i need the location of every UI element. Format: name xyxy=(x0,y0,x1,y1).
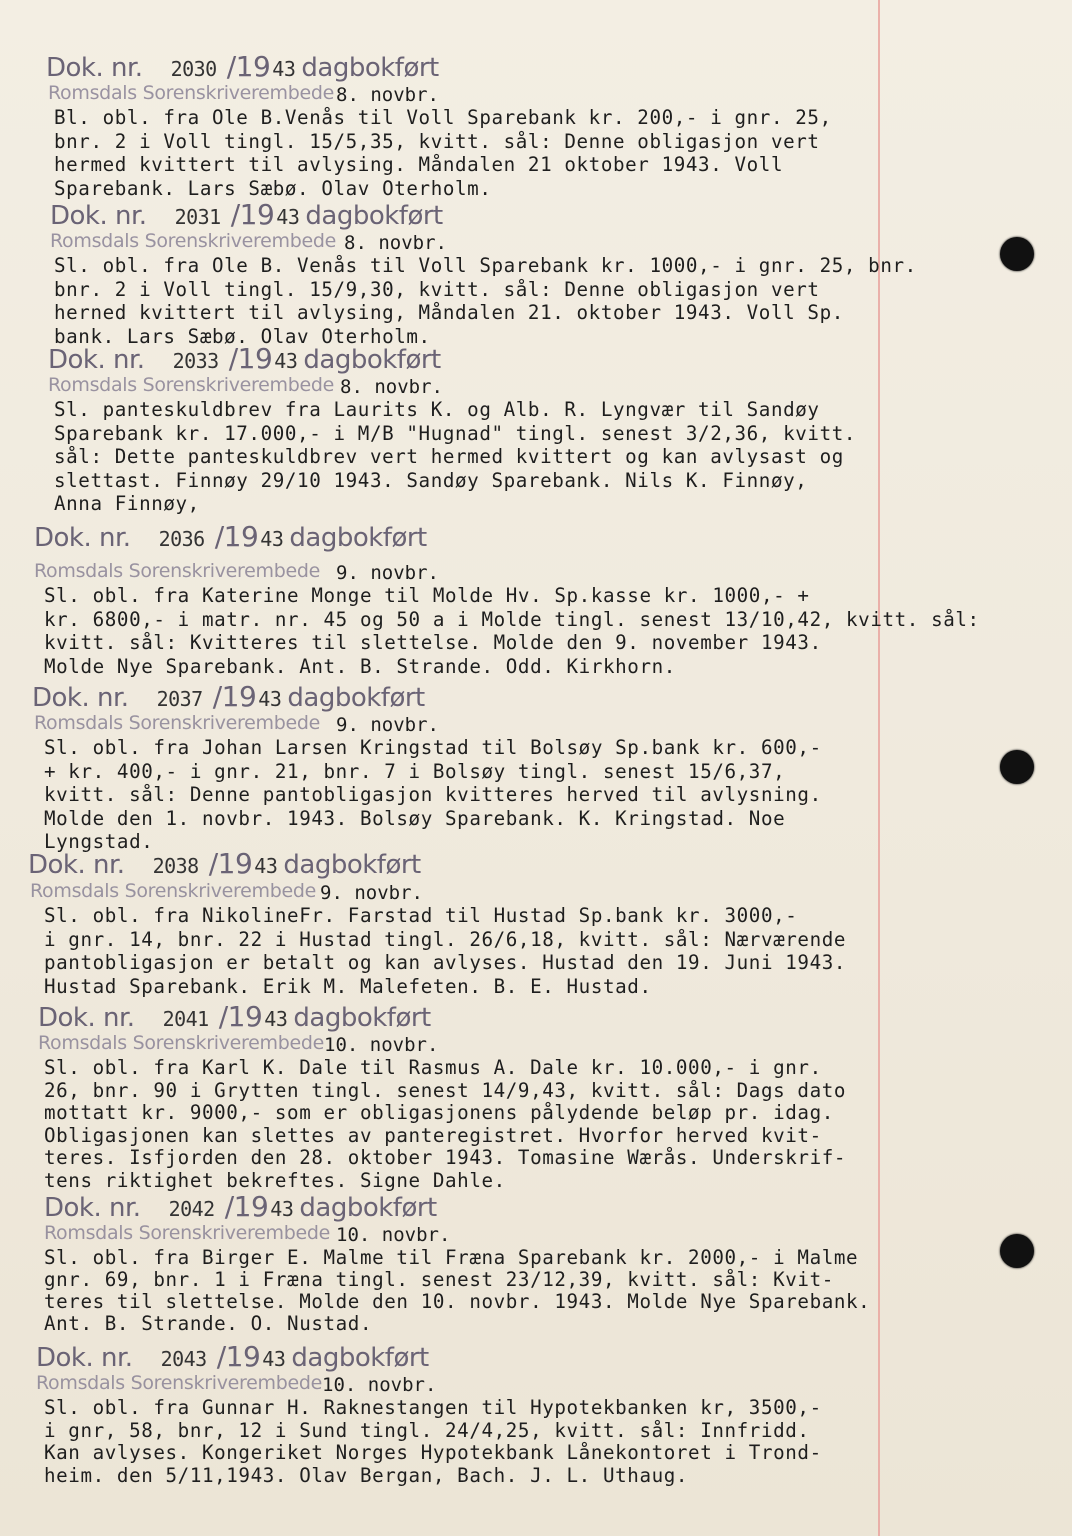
entry-text-line: hermed kvittert til avlysing. Måndalen 21 oktober 1943. Voll xyxy=(54,153,784,176)
doc-number: 2037 xyxy=(156,687,203,711)
entry-text-line: kvitt. sål: Denne pantobligasjon kvitteres herved til avlysning. xyxy=(44,783,822,806)
entry-text-line: herned kvittert til avlysing, Måndalen 21. oktober 1943. Voll Sp. xyxy=(54,301,844,324)
dok-nr-stamp xyxy=(50,198,443,231)
stamp-word: dagbokført xyxy=(289,523,427,553)
doc-year: 43 xyxy=(260,527,284,551)
stamp-label: Dok. nr. xyxy=(36,1343,133,1373)
entry-date: 10. novbr. xyxy=(324,1034,439,1056)
stamp-word: dagbokført xyxy=(301,53,439,83)
punch-hole xyxy=(1000,750,1034,784)
entry-text-line: teres til slettelse. Molde den 10. novbr. 1943. Molde Nye Sparebank. xyxy=(44,1290,871,1313)
doc-year: 43 xyxy=(270,1197,294,1221)
office-stamp: Romsdals Sorenskriverembede xyxy=(30,880,317,902)
entry-text-line: Anna Finnøy, xyxy=(54,492,200,515)
dok-nr-stamp xyxy=(48,342,441,375)
doc-number: 2043 xyxy=(160,1347,207,1371)
doc-year: 43 xyxy=(262,1347,286,1371)
dok-nr-stamp xyxy=(44,1190,437,1223)
entry-text-line: Sl. obl. fra Gunnar H. Raknestangen til Hypotekbanken kr, 3500,- xyxy=(44,1396,822,1419)
entry-text-line: Bl. obl. fra Ole B.Venås til Voll Sparebank kr. 200,- i gnr. 25, xyxy=(54,106,832,129)
office-stamp: Romsdals Sorenskriverembede xyxy=(36,1372,323,1394)
entry-text-line: mottatt kr. 9000,- som er obligasjonens pålydende beløp pr. idag. xyxy=(44,1101,834,1124)
entry-text-line: Sl. panteskuldbrev fra Laurits K. og Alb. R. Lyngvær til Sandøy xyxy=(54,398,820,421)
stamp-year-prefix: /19 xyxy=(214,520,259,553)
entry-text-line: Sl. obl. fra NikolineFr. Farstad til Hustad Sp.bank kr. 3000,- xyxy=(44,904,798,927)
doc-number: 2038 xyxy=(152,854,199,878)
entry-date: 10. novbr. xyxy=(322,1374,437,1396)
stamp-label: Dok. nr. xyxy=(48,345,145,375)
entry-text-line: Kan avlyses. Kongeriket Norges Hypotekbank Lånekontoret i Trond- xyxy=(44,1441,822,1464)
entry-text-line: kr. 6800,- i matr. nr. 45 og 50 a i Molde tingl. senest 13/10,42, kvitt. sål: xyxy=(44,607,980,631)
entry-text-line: i gnr. 14, bnr. 22 i Hustad tingl. 26/6,18, kvitt. sål: Nærværende xyxy=(44,927,847,951)
office-stamp: Romsdals Sorenskriverembede xyxy=(44,1222,331,1244)
stamp-label: Dok. nr. xyxy=(44,1193,141,1223)
doc-number: 2042 xyxy=(168,1197,215,1221)
dok-nr-stamp xyxy=(28,847,421,880)
entry-text-line: pantobligasjon er betalt og kan avlyses. Hustad den 19. Juni 1943. xyxy=(44,951,847,974)
stamp-year-prefix: /19 xyxy=(218,1000,263,1033)
doc-number: 2030 xyxy=(170,57,217,81)
dok-nr-stamp xyxy=(34,520,427,553)
entry-text-line: Obligasjonen kan slettes av panteregistret. Hvorfor herved kvit- xyxy=(44,1123,822,1147)
stamp-label: Dok. nr. xyxy=(32,683,129,713)
entry-text-line: + kr. 400,- i gnr. 21, bnr. 7 i Bolsøy tingl. senest 15/6,37, xyxy=(44,759,786,783)
dok-nr-stamp xyxy=(38,1000,431,1033)
entry-text-line: Sl. obl. fra Ole B. Venås til Voll Sparebank kr. 1000,- i gnr. 25, bnr. xyxy=(54,254,917,277)
entry-text-line: tens riktighet bekreftes. Signe Dahle. xyxy=(44,1168,506,1192)
entry-date: 9. novbr. xyxy=(320,882,423,904)
doc-number: 2031 xyxy=(174,205,221,229)
stamp-label: Dok. nr. xyxy=(50,201,147,231)
doc-year: 43 xyxy=(274,349,298,373)
entry-text-line: Molde den 1. novbr. 1943. Bolsøy Sparebank. K. Kringstad. Noe xyxy=(44,806,786,830)
entry-date: 10. novbr. xyxy=(336,1224,451,1246)
entry-text-line: Sl. obl. fra Johan Larsen Kringstad til Bolsøy Sp.bank kr. 600,- xyxy=(44,736,822,759)
stamp-word: dagbokført xyxy=(303,345,441,375)
stamp-word: dagbokført xyxy=(283,850,421,880)
entry-date: 8. novbr. xyxy=(344,232,447,254)
entry-text-line: Sparebank kr. 17.000,- i M/B "Hugnad" tingl. senest 3/2,36, kvitt. xyxy=(54,421,857,445)
margin-rule xyxy=(878,0,880,1536)
dok-nr-stamp xyxy=(36,1340,429,1373)
entry-text-line: kvitt. sål: Kvitteres til slettelse. Molde den 9. november 1943. xyxy=(44,631,822,654)
stamp-year-prefix: /19 xyxy=(212,680,257,713)
stamp-year-prefix: /19 xyxy=(226,50,271,83)
doc-year: 43 xyxy=(272,57,296,81)
stamp-word: dagbokført xyxy=(291,1343,429,1373)
stamp-word: dagbokført xyxy=(305,201,443,231)
stamp-year-prefix: /19 xyxy=(228,342,273,375)
stamp-label: Dok. nr. xyxy=(28,850,125,880)
office-stamp: Romsdals Sorenskriverembede xyxy=(48,374,335,396)
doc-year: 43 xyxy=(258,687,282,711)
entry-date: 9. novbr. xyxy=(336,714,439,736)
doc-number: 2033 xyxy=(172,349,219,373)
entry-text-line: bank. Lars Sæbø. Olav Oterholm. xyxy=(54,324,431,348)
entry-date: 8. novbr. xyxy=(336,84,439,106)
doc-year: 43 xyxy=(276,205,300,229)
doc-year: 43 xyxy=(264,1007,288,1031)
doc-number: 2041 xyxy=(162,1007,209,1031)
stamp-year-prefix: /19 xyxy=(230,198,275,231)
stamp-year-prefix: /19 xyxy=(224,1190,269,1223)
entry-text-line: heim. den 5/11,1943. Olav Bergan, Bach. J. L. Uthaug. xyxy=(44,1463,689,1487)
entry-text-line: slettast. Finnøy 29/10 1943. Sandøy Sparebank. Nils K. Finnøy, xyxy=(54,468,808,492)
doc-year: 43 xyxy=(254,854,278,878)
stamp-label: Dok. nr. xyxy=(34,523,131,553)
entry-text-line: Hustad Sparebank. Erik M. Malefeten. B. E. Hustad. xyxy=(44,974,652,998)
stamp-label: Dok. nr. xyxy=(38,1003,135,1033)
stamp-year-prefix: /19 xyxy=(208,847,253,880)
entry-text-line: sål: Dette panteskuldbrev vert hermed kvittert og kan avlysast og xyxy=(54,445,844,468)
entry-text-line: Sl. obl. fra Katerine Monge til Molde Hv. Sp.kasse kr. 1000,- + xyxy=(44,584,810,607)
entry-text-line: i gnr, 58, bnr, 12 i Sund tingl. 24/4,25, kvitt. sål: Innfridd. xyxy=(44,1418,810,1442)
office-stamp: Romsdals Sorenskriverembede xyxy=(34,560,321,582)
stamp-word: dagbokført xyxy=(293,1003,431,1033)
stamp-word: dagbokført xyxy=(299,1193,437,1223)
entry-text-line: Lyngstad. xyxy=(44,830,154,853)
entry-text-line: Ant. B. Strande. O. Nustad. xyxy=(44,1312,373,1335)
entry-text-line: Sl. obl. fra Birger E. Malme til Fræna Sparebank kr. 2000,- i Malme xyxy=(44,1246,859,1269)
stamp-word: dagbokført xyxy=(287,683,425,713)
entry-text-line: 26, bnr. 90 i Grytten tingl. senest 14/9,43, kvitt. sål: Dags dato xyxy=(44,1078,847,1102)
entry-date: 8. novbr. xyxy=(340,376,443,398)
punch-hole xyxy=(1000,237,1034,271)
punch-hole xyxy=(1000,1234,1034,1268)
dok-nr-stamp xyxy=(32,680,425,713)
entry-text-line: bnr. 2 i Voll tingl. 15/5,35, kvitt. sål: Denne obligasjon vert xyxy=(54,129,820,153)
dok-nr-stamp xyxy=(46,50,439,83)
entry-text-line: teres. Isfjorden den 28. oktober 1943. Tomasine Wærås. Underskrif- xyxy=(44,1146,847,1169)
entry-text-line: gnr. 69, bnr. 1 i Fræna tingl. senest 23/12,39, kvitt. sål: Kvit- xyxy=(44,1268,834,1291)
stamp-year-prefix: /19 xyxy=(216,1340,261,1373)
office-stamp: Romsdals Sorenskriverembede xyxy=(48,82,335,104)
office-stamp: Romsdals Sorenskriverembede xyxy=(34,712,321,734)
entry-text-line: bnr. 2 i Voll tingl. 15/9,30, kvitt. sål: Denne obligasjon vert xyxy=(54,277,820,301)
entry-text-line: Molde Nye Sparebank. Ant. B. Strande. Odd. Kirkhorn. xyxy=(44,654,676,678)
entry-text-line: Sparebank. Lars Sæbø. Olav Oterholm. xyxy=(54,176,492,200)
doc-number: 2036 xyxy=(158,527,205,551)
entry-date: 9. novbr. xyxy=(336,562,439,584)
stamp-label: Dok. nr. xyxy=(46,53,143,83)
office-stamp: Romsdals Sorenskriverembede xyxy=(38,1032,325,1054)
entry-text-line: Sl. obl. fra Karl K. Dale til Rasmus A. Dale kr. 10.000,- i gnr. xyxy=(44,1056,822,1079)
office-stamp: Romsdals Sorenskriverembede xyxy=(50,230,337,252)
